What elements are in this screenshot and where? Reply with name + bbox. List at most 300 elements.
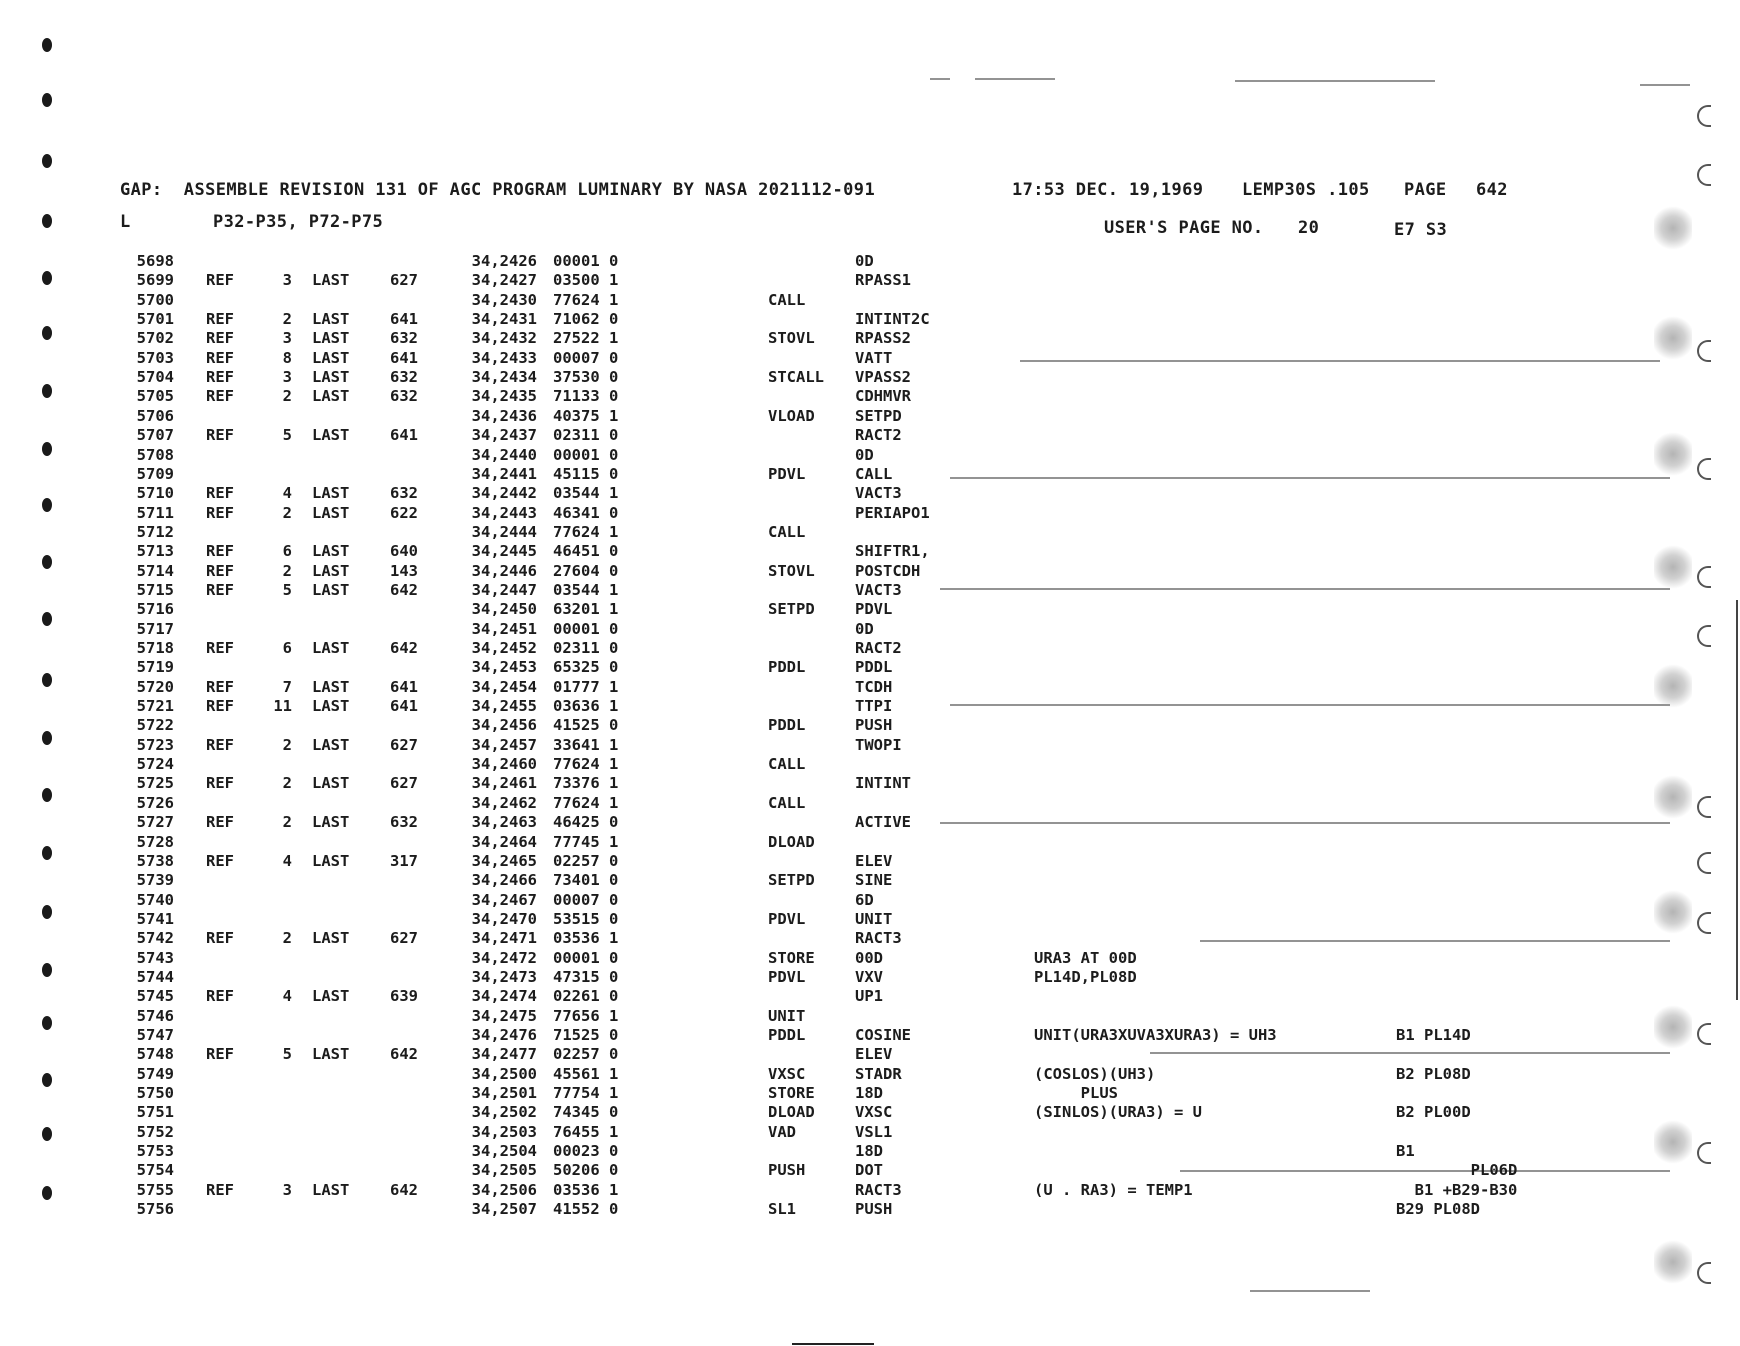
operand: RACT2 xyxy=(855,639,902,657)
memory-address: 34,2441 xyxy=(471,464,537,483)
paper-curl xyxy=(1697,105,1711,127)
ref-tag: REF xyxy=(206,677,234,696)
job-name: LEMP30S .105 xyxy=(1242,180,1370,200)
memory-address: 34,2443 xyxy=(471,503,537,522)
listing-line xyxy=(0,329,1740,348)
ref-count: 3 xyxy=(282,1180,292,1199)
memory-address: 34,2470 xyxy=(471,909,537,928)
ref-tag: REF xyxy=(206,484,234,503)
operand: RPASS1 xyxy=(855,271,911,290)
last-page: 622 xyxy=(390,503,418,522)
ref-tag: REF xyxy=(206,735,234,754)
opcode: DLOAD xyxy=(768,1103,815,1122)
memory-address: 34,2474 xyxy=(471,987,537,1006)
last-page: 627 xyxy=(390,271,418,290)
ref-tag: REF xyxy=(206,426,234,445)
scan-streak xyxy=(930,78,950,80)
ref-count: 11 xyxy=(273,697,292,716)
last-page: 632 xyxy=(390,329,418,348)
operand: 00D xyxy=(855,948,883,967)
line-number: 5753 xyxy=(136,1142,174,1161)
octal-word: 77624 1 xyxy=(553,522,619,541)
octal-word: 71062 0 xyxy=(553,310,619,329)
listing-line xyxy=(0,813,1740,832)
listing-line xyxy=(0,1007,1740,1026)
line-number: 5717 xyxy=(136,619,174,638)
users-page-label: USER'S PAGE NO. xyxy=(1104,218,1264,238)
last-page: 641 xyxy=(390,426,418,445)
octal-word: 41552 0 xyxy=(553,1200,619,1219)
listing-line xyxy=(0,949,1740,968)
operand: PUSH xyxy=(855,716,893,735)
listing-line xyxy=(0,465,1740,484)
operand: COSINE xyxy=(855,1026,911,1044)
opcode: VXSC xyxy=(768,1064,806,1083)
operand: VXSC xyxy=(855,1103,893,1122)
octal-word: 02257 0 xyxy=(553,851,619,870)
operand: SHIFTR1, xyxy=(855,542,930,561)
operand: DOT xyxy=(855,1161,883,1180)
line-number: 5726 xyxy=(136,793,174,812)
listing-line xyxy=(0,1181,1740,1200)
listing-line xyxy=(0,1123,1740,1142)
operand: STADR xyxy=(855,1064,902,1083)
line-number: 5748 xyxy=(136,1045,174,1064)
ref-tag: REF xyxy=(206,310,234,329)
last-tag: LAST xyxy=(312,503,350,522)
memory-address: 34,2451 xyxy=(471,619,537,638)
octal-word: 27522 1 xyxy=(553,329,619,348)
last-tag: LAST xyxy=(312,851,350,870)
octal-word: 33641 1 xyxy=(553,735,619,754)
line-number: 5706 xyxy=(136,406,174,425)
memory-address: 34,2455 xyxy=(471,697,537,716)
line-number: 5709 xyxy=(136,464,174,483)
listing-line xyxy=(0,774,1740,793)
assembly-title: GAP: ASSEMBLE REVISION 131 OF AGC PROGRAM LUMINARY BY NASA 2021112-091 xyxy=(120,180,876,200)
line-number: 5720 xyxy=(136,677,174,696)
operand: TTPI xyxy=(855,697,893,716)
memory-address: 34,2476 xyxy=(471,1026,537,1044)
listing-line xyxy=(0,1065,1740,1084)
operand: RACT3 xyxy=(855,929,902,948)
line-number: 5722 xyxy=(136,716,174,735)
line-number: 5727 xyxy=(136,813,174,832)
listing-line xyxy=(0,271,1740,290)
page-label: PAGE xyxy=(1404,180,1447,200)
opcode: STOVL xyxy=(768,329,815,348)
line-number: 5702 xyxy=(136,329,174,348)
line-number: 5723 xyxy=(136,735,174,754)
listing-line xyxy=(0,697,1740,716)
octal-word: 53515 0 xyxy=(553,909,619,928)
memory-address: 34,2475 xyxy=(471,1006,537,1025)
opcode: CALL xyxy=(768,522,806,541)
line-number: 5698 xyxy=(136,252,174,270)
memory-address: 34,2435 xyxy=(471,387,537,406)
line-number: 5701 xyxy=(136,310,174,329)
last-tag: LAST xyxy=(312,561,350,580)
listing-line xyxy=(0,716,1740,735)
memory-address: 34,2503 xyxy=(471,1122,537,1141)
listing-line xyxy=(0,929,1740,948)
last-tag: LAST xyxy=(312,387,350,406)
last-page: 641 xyxy=(390,697,418,716)
opcode: STORE xyxy=(768,1084,815,1103)
last-page: 143 xyxy=(390,561,418,580)
listing-line xyxy=(0,1084,1740,1103)
ref-count: 5 xyxy=(282,1045,292,1064)
opcode: STCALL xyxy=(768,368,824,387)
binder-hole xyxy=(42,214,52,228)
memory-address: 34,2436 xyxy=(471,406,537,425)
operand: VACT3 xyxy=(855,580,902,599)
line-number: 5739 xyxy=(136,871,174,890)
last-page: 317 xyxy=(390,851,418,870)
ref-count: 6 xyxy=(282,542,292,561)
memory-address: 34,2452 xyxy=(471,639,537,657)
last-page: 641 xyxy=(390,348,418,367)
ref-tag: REF xyxy=(206,813,234,832)
comment: UNIT(URA3XUVA3XURA3) = UH3 xyxy=(1034,1026,1277,1044)
line-number: 5713 xyxy=(136,542,174,561)
line-number: 5754 xyxy=(136,1161,174,1180)
memory-address: 34,2450 xyxy=(471,600,537,619)
last-tag: LAST xyxy=(312,813,350,832)
last-tag: LAST xyxy=(312,310,350,329)
line-number: 5755 xyxy=(136,1180,174,1199)
opcode: PDVL xyxy=(768,464,806,483)
operand: PDDL xyxy=(855,658,893,677)
operand: PDVL xyxy=(855,600,893,619)
octal-word: 00001 0 xyxy=(553,252,619,270)
octal-word: 46451 0 xyxy=(553,542,619,561)
line-number: 5708 xyxy=(136,445,174,464)
octal-word: 63201 1 xyxy=(553,600,619,619)
octal-word: 02311 0 xyxy=(553,639,619,657)
line-number: 5724 xyxy=(136,755,174,774)
octal-word: 46341 0 xyxy=(553,503,619,522)
memory-address: 34,2433 xyxy=(471,348,537,367)
last-page: 642 xyxy=(390,1180,418,1199)
memory-address: 34,2437 xyxy=(471,426,537,445)
memory-address: 34,2445 xyxy=(471,542,537,561)
listing-line xyxy=(0,871,1740,890)
memory-address: 34,2506 xyxy=(471,1180,537,1199)
line-number: 5746 xyxy=(136,1006,174,1025)
memory-address: 34,2426 xyxy=(471,252,537,270)
octal-word: 03544 1 xyxy=(553,580,619,599)
memory-address: 34,2444 xyxy=(471,522,537,541)
listing-line xyxy=(0,755,1740,774)
ref-count: 4 xyxy=(282,851,292,870)
memory-address: 34,2462 xyxy=(471,793,537,812)
line-number: 5743 xyxy=(136,948,174,967)
octal-word: 77656 1 xyxy=(553,1006,619,1025)
line-number: 5711 xyxy=(136,503,174,522)
ref-count: 8 xyxy=(282,348,292,367)
line-number: 5749 xyxy=(136,1064,174,1083)
operand: VACT3 xyxy=(855,484,902,503)
ref-count: 3 xyxy=(282,329,292,348)
last-tag: LAST xyxy=(312,1045,350,1064)
operand: PUSH xyxy=(855,1200,893,1219)
listing-line xyxy=(0,523,1740,542)
opcode: DLOAD xyxy=(768,832,815,851)
scaling-note: PL06D xyxy=(1396,1161,1518,1180)
listing-line xyxy=(0,504,1740,523)
opcode: PDDL xyxy=(768,1026,806,1044)
scan-streak xyxy=(975,78,1055,80)
line-number: 5728 xyxy=(136,832,174,851)
octal-word: 02311 0 xyxy=(553,426,619,445)
memory-address: 34,2460 xyxy=(471,755,537,774)
operand: UNIT xyxy=(855,909,893,928)
octal-word: 77624 1 xyxy=(553,755,619,774)
opcode: CALL xyxy=(768,755,806,774)
operand: ELEV xyxy=(855,851,893,870)
scaling-note: B2 PL00D xyxy=(1396,1103,1471,1122)
line-number: 5699 xyxy=(136,271,174,290)
operand: INTINT xyxy=(855,774,911,793)
ref-count: 4 xyxy=(282,484,292,503)
operand: 6D xyxy=(855,890,874,909)
octal-word: 76455 1 xyxy=(553,1122,619,1141)
memory-address: 34,2500 xyxy=(471,1064,537,1083)
octal-word: 00001 0 xyxy=(553,619,619,638)
opcode: CALL xyxy=(768,290,806,309)
memory-address: 34,2505 xyxy=(471,1161,537,1180)
ref-count: 3 xyxy=(282,368,292,387)
line-number: 5707 xyxy=(136,426,174,445)
last-tag: LAST xyxy=(312,368,350,387)
listing-line xyxy=(0,368,1740,387)
memory-address: 34,2461 xyxy=(471,774,537,793)
listing-code: E7 S3 xyxy=(1394,220,1448,240)
column-marker: L xyxy=(120,212,131,232)
ref-tag: REF xyxy=(206,503,234,522)
last-tag: LAST xyxy=(312,735,350,754)
opcode: STORE xyxy=(768,948,815,967)
operand: CALL xyxy=(855,464,893,483)
line-number: 5756 xyxy=(136,1200,174,1219)
operand: TCDH xyxy=(855,677,893,696)
operand: 18D xyxy=(855,1142,883,1161)
operand: POSTCDH xyxy=(855,561,921,580)
last-page: 627 xyxy=(390,929,418,948)
ref-count: 2 xyxy=(282,387,292,406)
scaling-note: B1 +B29-B30 xyxy=(1396,1180,1518,1199)
memory-address: 34,2432 xyxy=(471,329,537,348)
memory-address: 34,2440 xyxy=(471,445,537,464)
comment: (SINLOS)(URA3) = U xyxy=(1034,1103,1202,1122)
last-tag: LAST xyxy=(312,348,350,367)
line-number: 5700 xyxy=(136,290,174,309)
line-number: 5714 xyxy=(136,561,174,580)
octal-word: 03536 1 xyxy=(553,1180,619,1199)
last-tag: LAST xyxy=(312,271,350,290)
octal-word: 73376 1 xyxy=(553,774,619,793)
listing-line xyxy=(0,620,1740,639)
listing-line xyxy=(0,349,1740,368)
operand: VPASS2 xyxy=(855,368,911,387)
operand: TWOPI xyxy=(855,735,902,754)
ref-tag: REF xyxy=(206,1180,234,1199)
line-number: 5741 xyxy=(136,909,174,928)
memory-address: 34,2456 xyxy=(471,716,537,735)
last-tag: LAST xyxy=(312,774,350,793)
operand: 0D xyxy=(855,252,874,270)
octal-word: 46425 0 xyxy=(553,813,619,832)
listing-line xyxy=(0,291,1740,310)
memory-address: 34,2431 xyxy=(471,310,537,329)
opcode: PDVL xyxy=(768,909,806,928)
octal-word: 73401 0 xyxy=(553,871,619,890)
listing-line xyxy=(0,484,1740,503)
line-number: 5705 xyxy=(136,387,174,406)
octal-word: 71133 0 xyxy=(553,387,619,406)
line-number: 5718 xyxy=(136,639,174,657)
memory-address: 34,2442 xyxy=(471,484,537,503)
listing-line xyxy=(0,1161,1740,1180)
ref-tag: REF xyxy=(206,774,234,793)
last-tag: LAST xyxy=(312,987,350,1006)
last-page: 640 xyxy=(390,542,418,561)
last-page: 639 xyxy=(390,987,418,1006)
users-page-number: 20 xyxy=(1298,218,1320,238)
opcode: STOVL xyxy=(768,561,815,580)
octal-word: 02257 0 xyxy=(553,1045,619,1064)
line-number: 5712 xyxy=(136,522,174,541)
operand: ACTIVE xyxy=(855,813,911,832)
last-tag: LAST xyxy=(312,1180,350,1199)
comment: (COSLOS)(UH3) xyxy=(1034,1064,1156,1083)
octal-word: 47315 0 xyxy=(553,967,619,986)
line-number: 5710 xyxy=(136,484,174,503)
last-tag: LAST xyxy=(312,639,350,657)
operand: 0D xyxy=(855,619,874,638)
octal-word: 71525 0 xyxy=(553,1026,619,1044)
ref-tag: REF xyxy=(206,271,234,290)
listing-line xyxy=(0,910,1740,929)
octal-word: 00007 0 xyxy=(553,890,619,909)
line-number: 5716 xyxy=(136,600,174,619)
memory-address: 34,2463 xyxy=(471,813,537,832)
line-number: 5704 xyxy=(136,368,174,387)
operand: VSL1 xyxy=(855,1122,893,1141)
octal-word: 77624 1 xyxy=(553,290,619,309)
last-page: 641 xyxy=(390,310,418,329)
operand: SETPD xyxy=(855,406,902,425)
memory-address: 34,2434 xyxy=(471,368,537,387)
octal-word: 77624 1 xyxy=(553,793,619,812)
paper-curl xyxy=(1697,164,1711,186)
binder-hole xyxy=(42,38,52,52)
last-page: 641 xyxy=(390,677,418,696)
operand: 18D xyxy=(855,1084,883,1103)
memory-address: 34,2477 xyxy=(471,1045,537,1064)
ref-count: 6 xyxy=(282,639,292,657)
listing-line xyxy=(0,310,1740,329)
ref-tag: REF xyxy=(206,561,234,580)
scan-streak xyxy=(1250,1290,1370,1292)
paper-curl xyxy=(1697,1262,1711,1284)
listing-line xyxy=(0,987,1740,1006)
operand: 0D xyxy=(855,445,874,464)
opcode: UNIT xyxy=(768,1006,806,1025)
print-timestamp: 17:53 DEC. 19,1969 xyxy=(1012,180,1204,200)
memory-address: 34,2473 xyxy=(471,967,537,986)
section-name: P32-P35, P72-P75 xyxy=(213,212,384,232)
operand: SINE xyxy=(855,871,893,890)
ref-tag: REF xyxy=(206,987,234,1006)
listing-line xyxy=(0,426,1740,445)
ref-count: 2 xyxy=(282,813,292,832)
octal-word: 37530 0 xyxy=(553,368,619,387)
ref-tag: REF xyxy=(206,348,234,367)
memory-address: 34,2504 xyxy=(471,1142,537,1161)
memory-address: 34,2427 xyxy=(471,271,537,290)
octal-word: 03544 1 xyxy=(553,484,619,503)
listing-line xyxy=(0,1026,1740,1045)
last-tag: LAST xyxy=(312,329,350,348)
ref-tag: REF xyxy=(206,639,234,657)
listing-line xyxy=(0,1045,1740,1064)
opcode: SETPD xyxy=(768,600,815,619)
opcode: CALL xyxy=(768,793,806,812)
operand: ELEV xyxy=(855,1045,893,1064)
octal-word: 45115 0 xyxy=(553,464,619,483)
scan-streak xyxy=(1640,84,1690,86)
scaling-note: B29 PL08D xyxy=(1396,1200,1480,1219)
last-tag: LAST xyxy=(312,426,350,445)
operand: RPASS2 xyxy=(855,329,911,348)
octal-word: 77754 1 xyxy=(553,1084,619,1103)
last-page: 627 xyxy=(390,774,418,793)
octal-word: 41525 0 xyxy=(553,716,619,735)
line-number: 5742 xyxy=(136,929,174,948)
ref-count: 5 xyxy=(282,580,292,599)
octal-word: 01777 1 xyxy=(553,677,619,696)
listing-line xyxy=(0,600,1740,619)
octal-word: 00001 0 xyxy=(553,948,619,967)
ref-tag: REF xyxy=(206,368,234,387)
ref-count: 2 xyxy=(282,561,292,580)
line-number: 5745 xyxy=(136,987,174,1006)
ref-count: 3 xyxy=(282,271,292,290)
octal-word: 03536 1 xyxy=(553,929,619,948)
line-number: 5721 xyxy=(136,697,174,716)
octal-word: 00023 0 xyxy=(553,1142,619,1161)
line-number: 5747 xyxy=(136,1026,174,1044)
listing-line xyxy=(0,1200,1740,1219)
listing-line xyxy=(0,252,1740,271)
listing-line xyxy=(0,581,1740,600)
operand: VXV xyxy=(855,967,883,986)
page-bottom-rule xyxy=(792,1343,874,1345)
last-page: 642 xyxy=(390,1045,418,1064)
line-number: 5750 xyxy=(136,1084,174,1103)
last-page: 642 xyxy=(390,580,418,599)
last-tag: LAST xyxy=(312,677,350,696)
listing-line xyxy=(0,658,1740,677)
last-tag: LAST xyxy=(312,484,350,503)
listing-line xyxy=(0,852,1740,871)
ref-tag: REF xyxy=(206,580,234,599)
memory-address: 34,2446 xyxy=(471,561,537,580)
octal-word: 02261 0 xyxy=(553,987,619,1006)
octal-word: 65325 0 xyxy=(553,658,619,677)
